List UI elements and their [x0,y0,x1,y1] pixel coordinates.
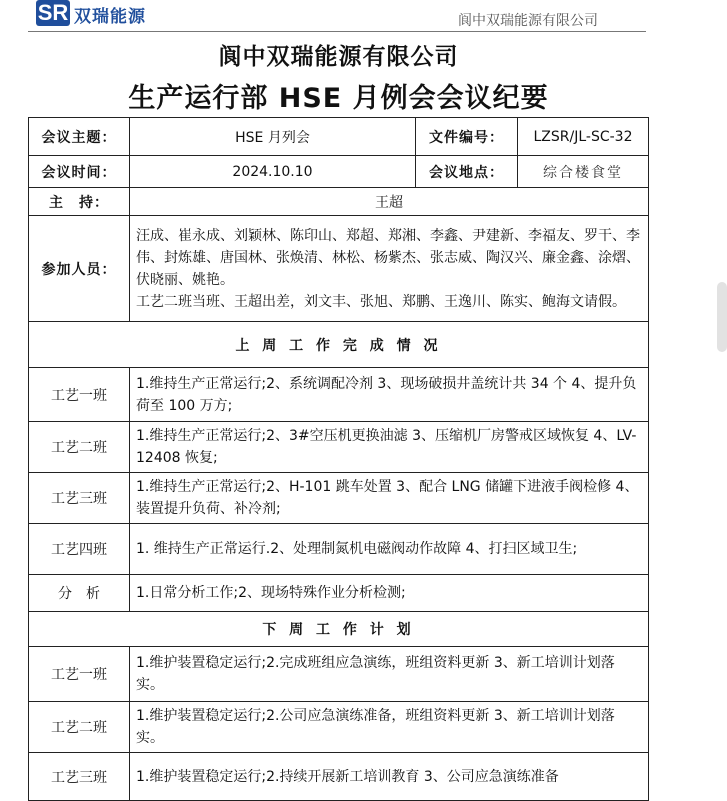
time-value: 2024.10.10 [130,156,416,188]
company-logo [36,0,156,30]
attendees-row [29,216,649,322]
host-value: 王超 [130,188,649,216]
scrollbar-thumb[interactable] [717,282,727,352]
team-label: 工艺一班 [29,647,130,702]
time-label: 会议时间： [29,156,130,188]
attendees-value [130,216,649,322]
header-company-name: 阆中双瑞能源有限公司 [458,13,598,29]
work-content: 1.维持生产正常运行;2、H-101 跳车处置 3、配合 LNG 储罐下进液手阀检修 4、装置提升负荷、补冷剂; [130,473,649,524]
team-label: 工艺二班 [29,422,130,473]
topic-value: HSE 月列会 [130,118,416,156]
doc-no-value: LZSR/JL-SC-32 [518,118,649,156]
table-row [29,524,649,575]
work-content: 1.维持生产正常运行;2、3#空压机更换油滤 3、压缩机厂房警戒区域恢复 4、LV-12408 恢复; [130,422,649,473]
topic-label: 会议主题： [29,118,130,156]
team-label: 工艺三班 [29,473,130,524]
table-row [29,702,649,753]
attendees-label: 参加人员： [29,216,130,322]
company-title: 阆中双瑞能源有限公司 [218,44,459,70]
team-label: 工艺一班 [29,368,130,422]
time-row [29,156,649,188]
attendees-list: 汪成、崔永成、刘颖林、陈印山、郑超、郑湘、李鑫、尹建新、李福友、罗干、李伟、封炼雄、唐国林、张焕清、林松、杨紫杰、张志威、陶汉兴、廉金鑫、涂熠、伏晓丽、姚艳。 [136,227,640,288]
table-row [29,422,649,473]
table-row [29,575,649,612]
work-content: 1. 维持生产正常运行.2、处理制氮机电磁阀动作故障 4、打扫区域卫生; [130,524,649,575]
minutes-table [28,117,649,801]
table-row [29,473,649,524]
team-label: 工艺三班 [29,753,130,801]
header-divider [28,31,646,32]
host-row [29,188,649,216]
place-label: 会议地点： [416,156,518,188]
plan-content: 1.维护装置稳定运行;2.持续开展新工培训教育 3、公司应急演练准备 [130,753,649,801]
attendees-absent-note: 工艺二班当班、王超出差，刘文丰、张旭、郑鹏、王逸川、陈实、鲍海文请假。 [136,293,626,310]
work-content: 1.维持生产正常运行;2、系统调配冷剂 3、现场破损井盖统计共 34 个 4、提升负荷至 100 万方; [130,368,649,422]
table-row [29,753,649,801]
place-value: 综合楼食堂 [518,156,649,188]
table-row [29,368,649,422]
logo-mark: SR [37,0,69,25]
work-content: 1.日常分析工作;2、现场特殊作业分析检测; [130,575,649,612]
logo-text: 双瑞能源 [74,7,146,27]
host-label: 主 持： [29,188,130,216]
table-row [29,647,649,702]
next-week-heading: 下 周 工 作 计 划 [29,612,649,647]
plan-content: 1.维护装置稳定运行;2.公司应急演练准备，班组资料更新 3、新工培训计划落实。 [130,702,649,753]
team-label: 工艺四班 [29,524,130,575]
next-week-heading-row [29,612,649,647]
last-week-heading-row [29,322,649,368]
topic-row [29,118,649,156]
last-week-heading: 上 周 工 作 完 成 情 况 [29,322,649,368]
document-title: 生产运行部 HSE 月例会会议纪要 [128,83,549,114]
team-label: 工艺二班 [29,702,130,753]
doc-no-label: 文件编号： [416,118,518,156]
team-label: 分 析 [29,575,130,612]
plan-content: 1.维护装置稳定运行;2.完成班组应急演练，班组资料更新 3、新工培训计划落实。 [130,647,649,702]
